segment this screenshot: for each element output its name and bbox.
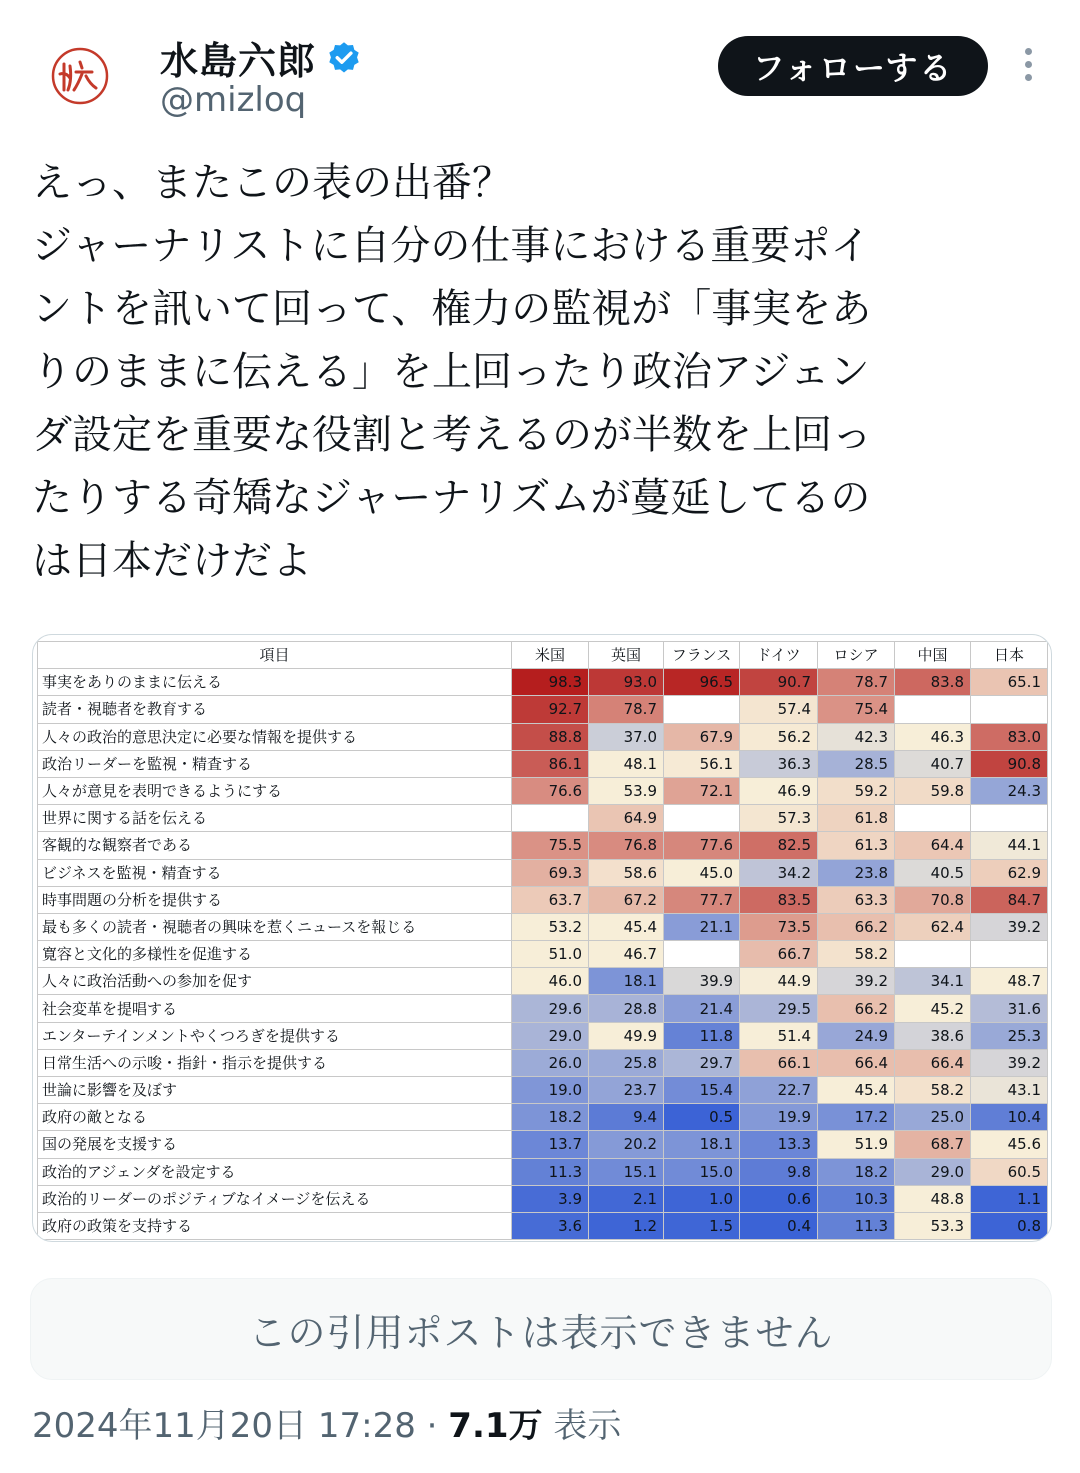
table-cell [512,805,589,832]
table-cell: 78.7 [589,696,664,723]
table-cell: 49.9 [589,1022,664,1049]
table-cell: 56.2 [740,723,818,750]
table-cell: 15.0 [664,1158,740,1185]
table-cell: 58.2 [818,941,895,968]
table-cell: 39.2 [971,913,1048,940]
table-cell: 28.8 [589,995,664,1022]
table-cell: 0.4 [740,1212,818,1239]
table-cell: 77.7 [664,886,740,913]
row-label: エンターテインメントやくつろぎを提供する [38,1022,512,1049]
table-row [38,941,1048,968]
table-cell: 26.0 [512,1049,589,1076]
table-cell: 29.7 [664,1049,740,1076]
table-cell: 11.8 [664,1022,740,1049]
table-cell: 61.8 [818,805,895,832]
meta-separator: · [415,1406,449,1446]
table-cell: 36.3 [740,750,818,777]
table-cell: 75.4 [818,696,895,723]
table-cell: 66.7 [740,941,818,968]
table-cell: 46.0 [512,968,589,995]
tweet-media-table[interactable] [32,634,1052,1242]
table-row [38,1212,1048,1239]
column-header-item: 項目 [38,642,512,669]
table-cell: 73.5 [740,913,818,940]
table-cell: 13.7 [512,1131,589,1158]
timestamp[interactable]: 2024年11月20日 17:28 [32,1406,416,1446]
table-row [38,696,1048,723]
row-label: 客観的な観察者である [38,832,512,859]
table-cell: 29.6 [512,995,589,1022]
table-cell: 39.2 [818,968,895,995]
table-cell: 58.2 [895,1077,971,1104]
table-cell: 42.3 [818,723,895,750]
table-cell: 18.2 [818,1158,895,1185]
table-cell: 67.2 [589,886,664,913]
row-label: 日常生活への示唆・指針・指示を提供する [38,1049,512,1076]
tweet-meta [32,1398,621,1447]
table-cell: 98.3 [512,669,589,696]
row-label: 政府の敵となる [38,1104,512,1131]
table-row [38,968,1048,995]
table-cell: 45.4 [818,1077,895,1104]
table-cell: 51.0 [512,941,589,968]
table-cell: 72.1 [664,777,740,804]
column-header-country: 中国 [895,642,971,669]
table-cell: 53.9 [589,777,664,804]
table-cell: 25.0 [895,1104,971,1131]
column-header-country: 日本 [971,642,1048,669]
table-cell: 63.7 [512,886,589,913]
table-cell: 53.3 [895,1212,971,1239]
column-header-country: 米国 [512,642,589,669]
table-cell: 93.0 [589,669,664,696]
table-cell: 10.4 [971,1104,1048,1131]
row-label: 人々の政治的意思決定に必要な情報を提供する [38,723,512,750]
user-handle[interactable]: @mizloq [160,80,307,120]
table-cell: 48.8 [895,1185,971,1212]
table-cell: 21.4 [664,995,740,1022]
tweet-text-line: えっ、またこの表の出番？ [32,160,512,206]
table-cell: 15.1 [589,1158,664,1185]
table-cell: 57.3 [740,805,818,832]
display-name[interactable]: 水島六郎 [160,39,317,83]
table-cell: 59.8 [895,777,971,804]
table-cell: 18.1 [664,1131,740,1158]
table-cell: 92.7 [512,696,589,723]
column-header-country: ドイツ [740,642,818,669]
table-cell: 46.3 [895,723,971,750]
table-cell: 66.2 [818,913,895,940]
table-cell: 76.8 [589,832,664,859]
table-cell: 46.7 [589,941,664,968]
table-cell: 13.3 [740,1131,818,1158]
table-cell: 3.9 [512,1185,589,1212]
row-label: 人々が意見を表明できるようにする [38,777,512,804]
table-cell [895,696,971,723]
table-cell: 63.3 [818,886,895,913]
table-row [38,832,1048,859]
column-header-country: フランス [664,642,740,669]
tweet-text-line: ダ設定を重要な役割と考えるのが半数を上回っ [32,412,872,458]
column-header-country: 英国 [589,642,664,669]
verified-badge-icon [326,40,362,76]
table-row [38,886,1048,913]
table-cell: 22.7 [740,1077,818,1104]
table-cell: 61.3 [818,832,895,859]
table-cell: 37.0 [589,723,664,750]
table-cell: 25.8 [589,1049,664,1076]
table-cell: 39.2 [971,1049,1048,1076]
table-header-row [38,642,1048,669]
tweet-header [0,0,1080,140]
table-cell: 65.1 [971,669,1048,696]
table-cell: 66.4 [818,1049,895,1076]
table-cell: 43.1 [971,1077,1048,1104]
table-cell: 86.1 [512,750,589,777]
table-cell: 3.6 [512,1212,589,1239]
table-cell: 1.1 [971,1185,1048,1212]
table-cell: 34.2 [740,859,818,886]
table-cell: 70.8 [895,886,971,913]
table-row [38,1077,1048,1104]
table-cell: 29.0 [512,1022,589,1049]
row-label: 国の発展を支援する [38,1131,512,1158]
table-cell: 29.0 [895,1158,971,1185]
table-cell [971,941,1048,968]
table-cell: 82.5 [740,832,818,859]
table-cell: 45.2 [895,995,971,1022]
table-cell: 2.1 [589,1185,664,1212]
tweet-text-line: たりする奇矯なジャーナリズムが蔓延してるの [32,475,871,521]
table-cell: 24.9 [818,1022,895,1049]
table-cell: 51.4 [740,1022,818,1049]
table-cell: 11.3 [512,1158,589,1185]
table-cell: 57.4 [740,696,818,723]
table-cell [895,941,971,968]
table-cell: 83.8 [895,669,971,696]
table-cell: 1.5 [664,1212,740,1239]
table-cell: 46.9 [740,777,818,804]
table-cell: 48.7 [971,968,1048,995]
table-cell: 96.5 [664,669,740,696]
table-cell: 68.7 [895,1131,971,1158]
more-options-icon[interactable] [1018,48,1038,88]
table-cell: 75.5 [512,832,589,859]
table-cell: 11.3 [818,1212,895,1239]
table-cell: 34.1 [895,968,971,995]
table-row [38,859,1048,886]
table-row [38,1131,1048,1158]
table-row [38,777,1048,804]
row-label: 読者・視聴者を教育する [38,696,512,723]
table-cell: 90.7 [740,669,818,696]
column-header-country: ロシア [818,642,895,669]
view-count: 7.1万 [448,1406,543,1446]
row-label: ビジネスを監視・精査する [38,859,512,886]
row-label: 社会変革を提唱する [38,995,512,1022]
table-cell: 88.8 [512,723,589,750]
table-cell: 31.6 [971,995,1048,1022]
table-cell [664,696,740,723]
table-cell: 64.9 [589,805,664,832]
table-cell: 76.6 [512,777,589,804]
table-cell: 0.5 [664,1104,740,1131]
table-cell: 23.7 [589,1077,664,1104]
table-cell: 40.5 [895,859,971,886]
table-row [38,1049,1048,1076]
table-row [38,1022,1048,1049]
table-cell [971,805,1048,832]
row-label: 事実をありのままに伝える [38,669,512,696]
table-cell: 58.6 [589,859,664,886]
table-cell: 44.9 [740,968,818,995]
table-cell [895,805,971,832]
table-cell: 66.4 [895,1049,971,1076]
avatar[interactable] [44,40,116,112]
table-cell: 29.5 [740,995,818,1022]
table-cell: 9.8 [740,1158,818,1185]
table-row [38,1104,1048,1131]
table-cell: 45.6 [971,1131,1048,1158]
table-cell: 39.9 [664,968,740,995]
table-cell: 51.9 [818,1131,895,1158]
survey-table [37,641,1048,1240]
row-label: 政治リーダーを監視・精査する [38,750,512,777]
tweet-text-line: りのままに伝える」を上回ったり政治アジェン [32,349,870,395]
name-row [160,30,362,85]
table-cell: 20.2 [589,1131,664,1158]
tweet-text-line: ントを訊いて回って、権力の監視が「事実をあ [32,286,872,332]
table-cell: 24.3 [971,777,1048,804]
table-cell: 77.6 [664,832,740,859]
table-cell: 67.9 [664,723,740,750]
table-cell: 83.0 [971,723,1048,750]
table-cell: 17.2 [818,1104,895,1131]
row-label: 世論に影響を及ぼす [38,1077,512,1104]
table-cell: 48.1 [589,750,664,777]
table-cell: 1.2 [589,1212,664,1239]
table-cell: 18.2 [512,1104,589,1131]
row-label: 政府の政策を支持する [38,1212,512,1239]
row-label: 寛容と文化的多様性を促進する [38,941,512,968]
table-row [38,723,1048,750]
table-cell: 18.1 [589,968,664,995]
follow-button[interactable]: フォローする [718,36,988,96]
table-cell: 84.7 [971,886,1048,913]
table-cell: 44.1 [971,832,1048,859]
table-cell: 19.0 [512,1077,589,1104]
table-row [38,1185,1048,1212]
table-row [38,995,1048,1022]
table-cell: 69.3 [512,859,589,886]
row-label: 世界に関する話を伝える [38,805,512,832]
table-cell: 40.7 [895,750,971,777]
tweet-text-line: ジャーナリストに自分の仕事における重要ポイ [32,223,871,269]
table-cell [971,696,1048,723]
row-label: 政治的アジェンダを設定する [38,1158,512,1185]
table-cell: 38.6 [895,1022,971,1049]
table-cell: 60.5 [971,1158,1048,1185]
table-cell: 0.6 [740,1185,818,1212]
table-cell: 0.8 [971,1212,1048,1239]
row-label: 最も多くの読者・視聴者の興味を惹くニュースを報じる [38,913,512,940]
table-cell: 10.3 [818,1185,895,1212]
table-row [38,805,1048,832]
table-cell: 64.4 [895,832,971,859]
views-label: 表示 [542,1406,622,1446]
table-cell: 19.9 [740,1104,818,1131]
table-cell: 62.9 [971,859,1048,886]
table-cell: 59.2 [818,777,895,804]
table-row [38,1158,1048,1185]
table-row [38,669,1048,696]
table-cell: 56.1 [664,750,740,777]
row-label: 政治的リーダーのポジティブなイメージを伝える [38,1185,512,1212]
table-cell: 66.2 [818,995,895,1022]
table-row [38,913,1048,940]
quote-unavailable-notice: この引用ポストは表示できません [30,1278,1052,1380]
table-cell: 23.8 [818,859,895,886]
table-cell: 45.4 [589,913,664,940]
table-cell: 90.8 [971,750,1048,777]
table-cell: 15.4 [664,1077,740,1104]
row-label: 人々に政治活動への参加を促す [38,968,512,995]
table-cell [664,805,740,832]
table-row [38,750,1048,777]
table-cell: 9.4 [589,1104,664,1131]
tweet-text-line: は日本だけだよ [32,538,312,584]
table-cell: 66.1 [740,1049,818,1076]
avatar-seal-icon [48,44,112,108]
table-cell: 78.7 [818,669,895,696]
table-cell [664,941,740,968]
table-cell: 28.5 [818,750,895,777]
tweet-text [32,152,1052,593]
table-cell: 25.3 [971,1022,1048,1049]
table-cell: 45.0 [664,859,740,886]
table-cell: 53.2 [512,913,589,940]
row-label: 時事問題の分析を提供する [38,886,512,913]
table-cell: 1.0 [664,1185,740,1212]
table-cell: 21.1 [664,913,740,940]
table-cell: 83.5 [740,886,818,913]
table-cell: 62.4 [895,913,971,940]
